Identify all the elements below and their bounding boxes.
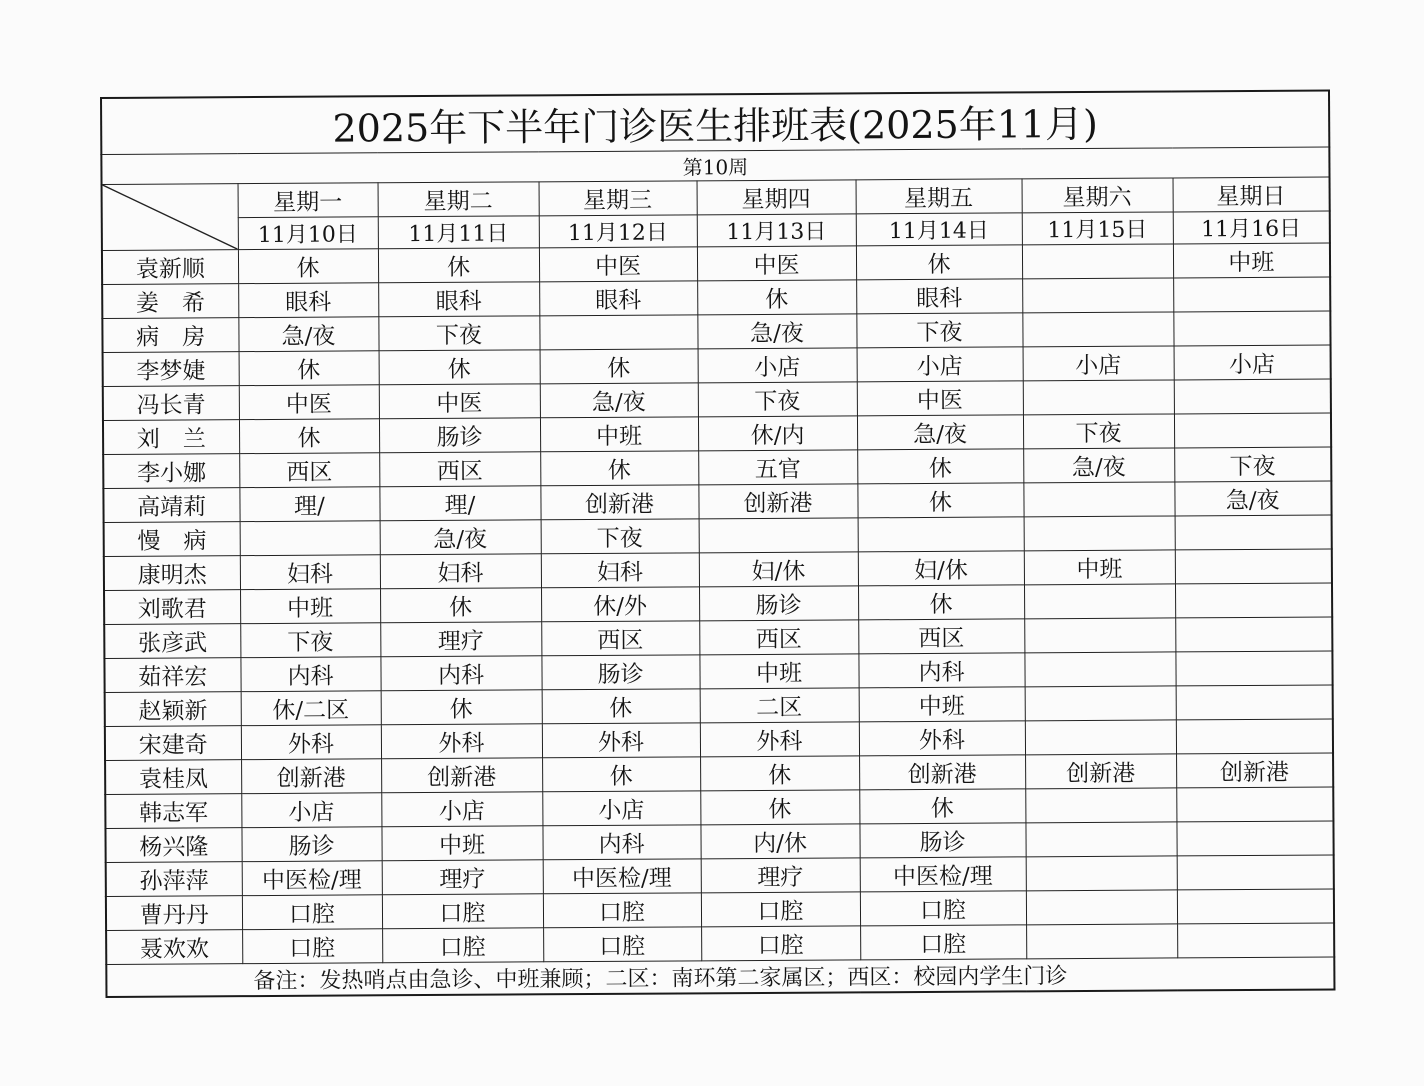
shift-cell: 眼科 xyxy=(378,282,539,317)
shift-cell: 中班 xyxy=(699,654,858,689)
shift-cell: 小店 xyxy=(1023,346,1174,381)
shift-cell xyxy=(1024,584,1175,619)
shift-cell: 休 xyxy=(857,449,1023,484)
shift-cell: 急/夜 xyxy=(540,383,698,418)
shift-cell: 妇/休 xyxy=(858,551,1024,586)
shift-cell: 休 xyxy=(238,249,378,284)
shift-cell: 下夜 xyxy=(240,623,380,658)
shift-cell: 创新港 xyxy=(1025,754,1176,789)
shift-cell: 妇科 xyxy=(541,553,699,588)
doctor-name: 袁桂凤 xyxy=(105,760,241,795)
shift-cell xyxy=(539,315,697,350)
shift-cell xyxy=(1175,651,1332,686)
shift-cell: 休 xyxy=(858,585,1024,620)
shift-cell: 休/外 xyxy=(541,587,699,622)
shift-cell: 小店 xyxy=(1174,345,1331,380)
shift-cell: 口腔 xyxy=(860,891,1026,926)
shift-cell: 口腔 xyxy=(701,926,860,961)
shift-cell: 休 xyxy=(380,588,541,623)
shift-cell xyxy=(699,518,858,553)
shift-cell xyxy=(1026,890,1177,925)
shift-cell: 创新港 xyxy=(698,484,857,519)
shift-cell xyxy=(1026,924,1177,959)
shift-cell xyxy=(1175,515,1332,550)
date-header: 11月12日 xyxy=(539,215,697,248)
date-header: 11月13日 xyxy=(697,214,856,247)
shift-cell xyxy=(1173,311,1330,346)
doctor-name: 杨兴隆 xyxy=(105,828,241,863)
shift-cell: 理疗 xyxy=(380,622,541,657)
shift-cell: 急/夜 xyxy=(1023,448,1174,483)
doctor-name: 聂欢欢 xyxy=(106,930,242,965)
shift-cell: 外科 xyxy=(241,725,381,760)
weekday-header: 星期六 xyxy=(1022,178,1173,213)
shift-cell xyxy=(1022,244,1173,279)
date-header: 11月11日 xyxy=(378,216,539,249)
shift-cell: 中医检/理 xyxy=(860,857,1026,892)
shift-cell: 口腔 xyxy=(242,895,382,930)
shift-cell: 外科 xyxy=(542,723,700,758)
shift-cell xyxy=(1025,686,1176,721)
shift-cell: 休 xyxy=(859,789,1025,824)
shift-cell: 内科 xyxy=(858,653,1024,688)
doctor-name: 韩志军 xyxy=(105,794,241,829)
shift-cell: 口腔 xyxy=(382,928,543,963)
shift-cell: 休 xyxy=(540,451,698,486)
shift-cell xyxy=(1176,821,1333,856)
doctor-name: 李小娜 xyxy=(103,454,239,489)
shift-cell: 五官 xyxy=(698,450,857,485)
shift-cell: 外科 xyxy=(381,724,542,759)
shift-cell: 中班 xyxy=(540,417,698,452)
shift-cell: 中医 xyxy=(379,384,540,419)
shift-cell xyxy=(1023,380,1174,415)
shift-cell: 下夜 xyxy=(856,313,1022,348)
shift-cell: 理/ xyxy=(379,486,540,521)
shift-cell: 中班 xyxy=(1173,243,1330,278)
shift-cell: 内科 xyxy=(542,825,700,860)
shift-cell: 肠诊 xyxy=(379,418,540,453)
doctor-name: 康明杰 xyxy=(104,556,240,591)
shift-cell: 理/ xyxy=(239,487,379,522)
schedule-title: 2025年下半年门诊医生排班表(2025年11月) xyxy=(101,90,1329,154)
doctor-name: 孙萍萍 xyxy=(106,862,242,897)
doctor-name: 刘歌君 xyxy=(104,590,240,625)
date-header: 11月10日 xyxy=(238,217,378,250)
shift-cell xyxy=(1025,788,1176,823)
shift-cell xyxy=(1025,720,1176,755)
shift-cell: 创新港 xyxy=(540,485,698,520)
shift-cell: 下夜 xyxy=(541,519,699,554)
shift-cell xyxy=(1026,856,1177,891)
shift-cell xyxy=(1176,685,1333,720)
shift-cell: 眼科 xyxy=(539,281,697,316)
shift-cell xyxy=(1174,413,1331,448)
shift-cell: 西区 xyxy=(541,621,699,656)
shift-cell xyxy=(1175,583,1332,618)
shift-cell: 中班 xyxy=(381,826,542,861)
shift-cell xyxy=(1025,822,1176,857)
shift-cell: 眼科 xyxy=(238,283,378,318)
doctor-name: 宋建奇 xyxy=(105,726,241,761)
shift-cell xyxy=(858,517,1024,552)
shift-cell: 肠诊 xyxy=(541,655,699,690)
shift-cell xyxy=(1173,277,1330,312)
weekday-header: 星期一 xyxy=(238,183,378,218)
shift-cell: 口腔 xyxy=(242,929,382,964)
doctor-name: 刘 兰 xyxy=(103,420,239,455)
shift-cell xyxy=(1176,719,1333,754)
date-header: 11月15日 xyxy=(1022,212,1173,245)
shift-cell: 肠诊 xyxy=(241,827,381,862)
shift-cell: 急/夜 xyxy=(380,520,541,555)
doctor-name: 李梦婕 xyxy=(103,352,239,387)
shift-cell: 休 xyxy=(239,419,379,454)
shift-cell: 中医 xyxy=(697,246,856,281)
shift-cell: 理疗 xyxy=(701,858,860,893)
shift-cell: 中班 xyxy=(859,687,1025,722)
shift-cell: 休 xyxy=(700,756,859,791)
shift-cell: 口腔 xyxy=(543,893,701,928)
shift-cell: 妇/休 xyxy=(699,552,858,587)
shift-cell: 肠诊 xyxy=(859,823,1025,858)
shift-cell xyxy=(1176,787,1333,822)
shift-cell: 休 xyxy=(700,790,859,825)
weekday-header: 星期五 xyxy=(856,179,1022,214)
shift-cell xyxy=(1022,312,1173,347)
shift-cell: 下夜 xyxy=(378,316,539,351)
shift-cell: 急/夜 xyxy=(857,415,1023,450)
shift-cell xyxy=(1177,923,1334,958)
shift-cell: 中班 xyxy=(240,589,380,624)
shift-cell xyxy=(1174,379,1331,414)
shift-cell: 创新港 xyxy=(381,758,542,793)
remarks-note: 备注：发热哨点由急诊、中班兼顾；二区：南环第二家属区；西区：校园内学生门诊 xyxy=(106,957,1334,997)
doctor-name: 袁新顺 xyxy=(102,250,238,285)
shift-cell: 妇科 xyxy=(380,554,541,589)
shift-cell: 休 xyxy=(381,690,542,725)
shift-cell: 休 xyxy=(540,349,698,384)
shift-cell xyxy=(1024,652,1175,687)
shift-cell: 休/内 xyxy=(698,416,857,451)
shift-cell: 内科 xyxy=(380,656,541,691)
shift-cell: 下夜 xyxy=(698,382,857,417)
shift-cell: 中医检/理 xyxy=(543,859,701,894)
shift-cell: 休 xyxy=(856,245,1022,280)
schedule-table xyxy=(100,89,1336,997)
shift-cell: 小店 xyxy=(698,348,857,383)
shift-cell: 创新港 xyxy=(241,759,381,794)
shift-cell: 中班 xyxy=(1024,550,1175,585)
shift-cell xyxy=(1175,549,1332,584)
shift-cell: 中医检/理 xyxy=(242,861,382,896)
shift-cell: 休 xyxy=(542,757,700,792)
doctor-name: 病 房 xyxy=(102,318,238,353)
shift-cell: 小店 xyxy=(241,793,381,828)
shift-cell: 小店 xyxy=(857,347,1023,382)
doctor-name: 姜 希 xyxy=(102,284,238,319)
shift-cell xyxy=(1023,482,1174,517)
shift-cell: 创新港 xyxy=(1176,753,1333,788)
shift-cell: 西区 xyxy=(379,452,540,487)
shift-cell: 口腔 xyxy=(543,927,701,962)
shift-cell: 下夜 xyxy=(1023,414,1174,449)
shift-cell: 休 xyxy=(239,351,379,386)
shift-cell: 理疗 xyxy=(382,860,543,895)
shift-cell: 急/夜 xyxy=(697,314,856,349)
weekday-header: 星期三 xyxy=(539,181,697,216)
diagonal-line-icon xyxy=(103,184,238,250)
shift-cell xyxy=(1024,516,1175,551)
shift-cell: 创新港 xyxy=(859,755,1025,790)
weekday-header: 星期四 xyxy=(697,180,856,215)
shift-cell: 小店 xyxy=(381,792,542,827)
date-header: 11月16日 xyxy=(1173,211,1330,244)
date-header: 11月14日 xyxy=(856,213,1022,246)
shift-cell: 下夜 xyxy=(1174,447,1331,482)
shift-cell: 眼科 xyxy=(856,279,1022,314)
shift-cell: 肠诊 xyxy=(699,586,858,621)
shift-cell: 休/二区 xyxy=(241,691,381,726)
shift-cell: 外科 xyxy=(859,721,1025,756)
doctor-name: 慢 病 xyxy=(104,522,240,557)
weekday-header: 星期日 xyxy=(1173,177,1330,212)
shift-cell xyxy=(240,521,380,556)
shift-cell: 内/休 xyxy=(700,824,859,859)
shift-cell: 中医 xyxy=(539,247,697,282)
shift-cell: 内科 xyxy=(240,657,380,692)
shift-cell: 西区 xyxy=(239,453,379,488)
weekday-header: 星期二 xyxy=(378,182,539,217)
doctor-name: 张彦武 xyxy=(104,624,240,659)
week-label: 第10周 xyxy=(101,147,1329,185)
shift-cell: 口腔 xyxy=(382,894,543,929)
shift-cell xyxy=(1024,618,1175,653)
shift-cell xyxy=(1177,855,1334,890)
doctor-name: 曹丹丹 xyxy=(106,896,242,931)
shift-cell: 小店 xyxy=(542,791,700,826)
shift-cell: 口腔 xyxy=(701,892,860,927)
shift-cell xyxy=(1175,617,1332,652)
doctor-name: 冯长青 xyxy=(103,386,239,421)
shift-cell: 休 xyxy=(542,689,700,724)
doctor-name: 高靖莉 xyxy=(103,488,239,523)
shift-cell: 休 xyxy=(379,350,540,385)
shift-cell: 急/夜 xyxy=(1174,481,1331,516)
shift-cell xyxy=(1177,889,1334,924)
shift-cell: 西区 xyxy=(699,620,858,655)
shift-cell: 急/夜 xyxy=(238,317,378,352)
shift-cell: 外科 xyxy=(700,722,859,757)
doctor-name: 茹祥宏 xyxy=(104,658,240,693)
shift-cell: 休 xyxy=(857,483,1023,518)
shift-cell: 休 xyxy=(378,248,539,283)
shift-cell: 妇科 xyxy=(240,555,380,590)
doctor-name: 赵颖新 xyxy=(105,692,241,727)
header-corner-diagonal xyxy=(102,184,238,251)
shift-cell: 中医 xyxy=(857,381,1023,416)
shift-cell: 二区 xyxy=(700,688,859,723)
shift-cell: 口腔 xyxy=(860,925,1026,960)
shift-cell xyxy=(1022,278,1173,313)
shift-cell: 中医 xyxy=(239,385,379,420)
shift-cell: 西区 xyxy=(858,619,1024,654)
schedule-sheet xyxy=(100,89,1333,997)
shift-cell: 休 xyxy=(697,280,856,315)
